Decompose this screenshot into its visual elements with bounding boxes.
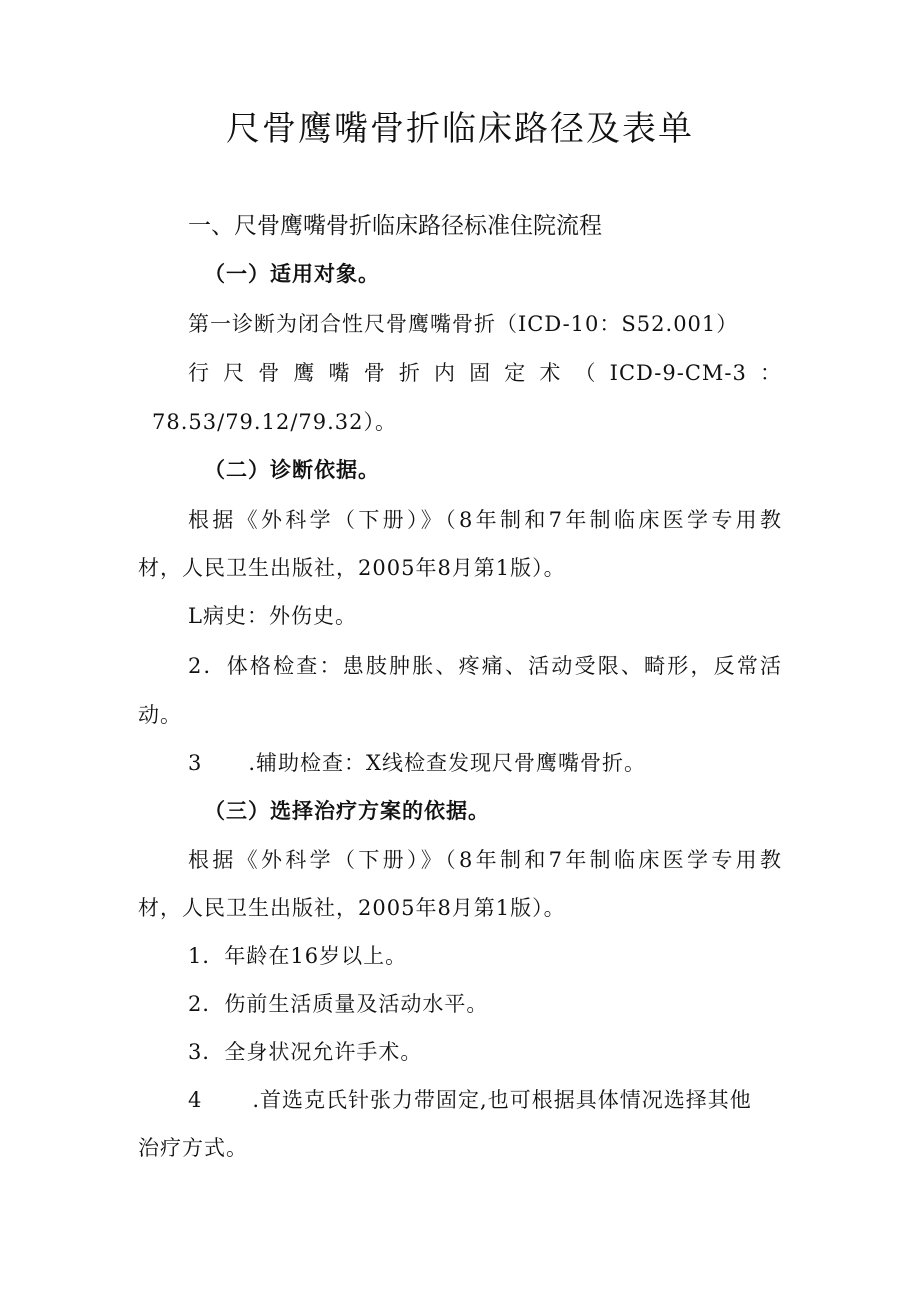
list-item-text: .辅助检查：X线检查发现尺骨鹰嘴骨折。 [248,751,646,775]
subsection-heading-applicable-subjects: （一）适用对象。 [204,262,380,286]
list-item-physical-exam-line2: 动。 [138,703,182,727]
document-title: 尺骨鹰嘴骨折临床路径及表单 [226,109,694,149]
section-heading-1: 一、尺骨鹰嘴骨折临床路径标准住院流程 [188,213,602,239]
paragraph-treatment-reference-line2: 材，人民卫生出版社，2005年8月第1版）。 [138,896,566,920]
list-item-quality-of-life: 2．伤前生活质量及活动水平。 [188,992,489,1016]
paragraph-surgery-line1: 行尺骨鹰嘴骨折内固定术（ICD-9-CM-3： [188,361,782,385]
list-item-physical-exam-line1: 2．体格检查：患肢肿胀、疼痛、活动受限、畸形，反常活 [188,654,782,678]
list-item-number: 3 [188,751,203,775]
paragraph-first-diagnosis: 第一诊断为闭合性尺骨鹰嘴骨折（ICD-10：S52.001） [188,312,739,336]
subsection-heading-treatment-basis: （三）选择治疗方案的依据。 [204,799,490,823]
paragraph-surgery-line2: 78.53/79.12/79.32）。 [152,410,398,434]
list-item-history: L病史：外伤史。 [188,604,357,628]
paragraph-diagnosis-reference-line2: 材，人民卫生出版社，2005年8月第1版）。 [138,556,566,580]
paragraph-treatment-reference-line1: 根据《外科学（下册）》（8年制和7年制临床医学专用教 [188,848,782,872]
subsection-heading-diagnosis-basis: （二）诊断依据。 [204,458,380,482]
list-item-text: .首选克氏针张力带固定,也可根据具体情况选择其他 [252,1088,752,1112]
list-item-fixation-line1 [188,1085,782,1115]
list-item-age: 1．年龄在16岁以上。 [188,944,408,968]
list-item-fixation-line2: 治疗方式。 [138,1136,248,1160]
list-item-auxiliary-exam [188,748,646,778]
list-item-number: 4 [188,1088,203,1112]
paragraph-diagnosis-reference-line1: 根据《外科学（下册）》（8年制和7年制临床医学专用教 [188,508,782,532]
list-item-general-condition: 3．全身状况允许手术。 [188,1040,423,1064]
